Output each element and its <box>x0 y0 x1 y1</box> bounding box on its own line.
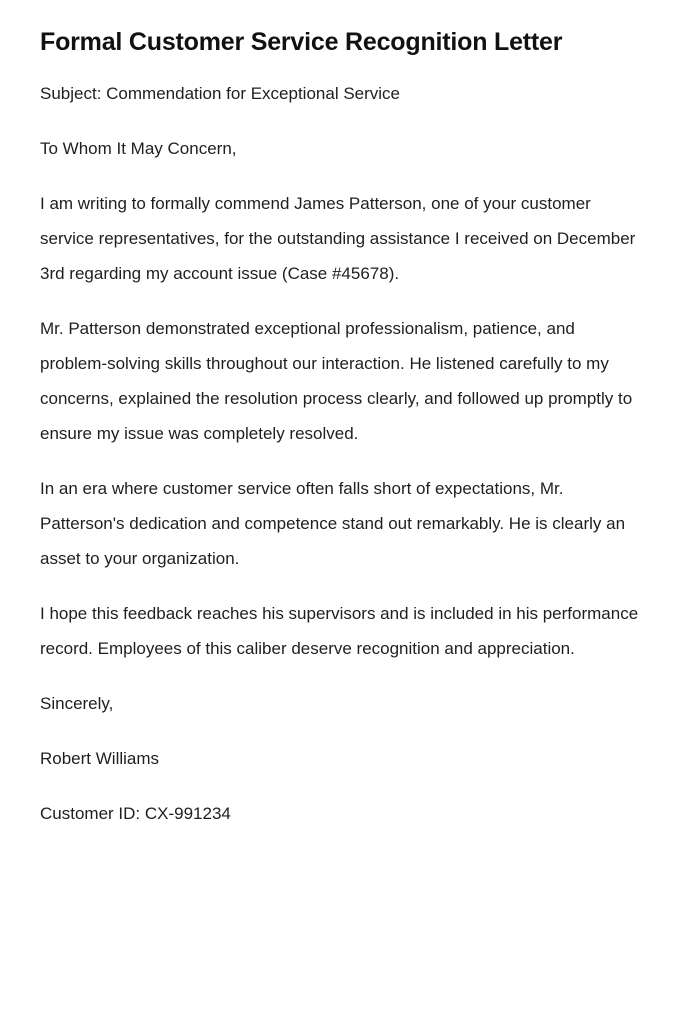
signature-name: Robert Williams <box>40 749 160 768</box>
page-title: Formal Customer Service Recognition Letter <box>40 28 563 56</box>
body-paragraph-2: Mr. Patterson demonstrated exceptional professionalism, patience, and problem-solving skills throughout our interaction. He listened carefully to my concerns, explained the resolution process clearly, and followed up promptly to ensure my issue was completely resolved. <box>40 319 633 443</box>
closing: Sincerely, <box>40 694 114 713</box>
subject-line: Subject: Commendation for Exceptional Service <box>40 84 401 103</box>
salutation: To Whom It May Concern, <box>40 139 237 158</box>
body-paragraph-3: In an era where customer service often falls short of expectations, Mr. Patterson's dedication and competence stand out remarkably. He is clearly an asset to your organization. <box>40 479 626 568</box>
body-paragraph-4: I hope this feedback reaches his supervisors and is included in his performance record. Employees of this caliber deserve recognition and appreciation. <box>40 604 639 658</box>
body-paragraph-1: I am writing to formally commend James Patterson, one of your customer service representatives, for the outstanding assistance I received on December 3rd regarding my account issue (Case #45678). <box>40 194 636 283</box>
customer-id: Customer ID: CX-991234 <box>40 804 231 823</box>
